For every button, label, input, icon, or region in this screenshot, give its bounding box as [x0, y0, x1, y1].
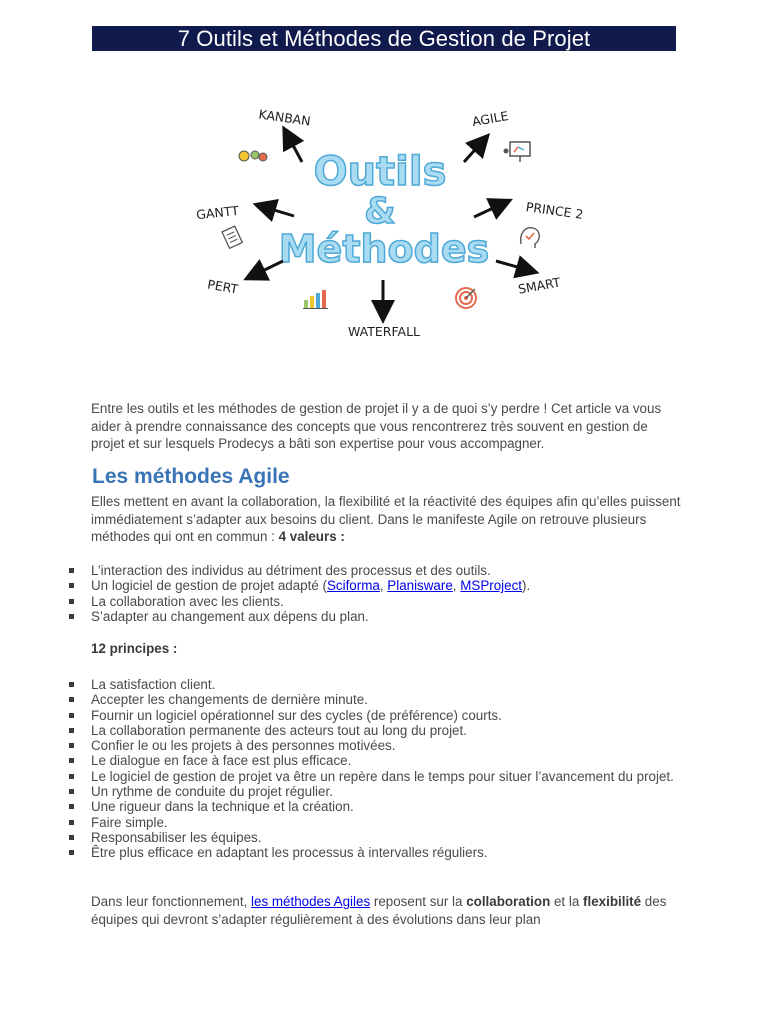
illustration-title-methodes: Méthodes — [278, 227, 490, 271]
bullet-icon — [69, 758, 74, 763]
label-prince2: PRINCE 2 — [524, 199, 585, 222]
principle-text: Fournir un logiciel opérationnel sur des cycles (de préférence) courts. — [91, 707, 502, 723]
principle-text: Le dialogue en face à face est plus efficace. — [91, 753, 352, 769]
principles-list — [68, 677, 680, 861]
bullet-icon — [69, 850, 74, 855]
arrow-prince2 — [474, 204, 502, 217]
closing-text: Dans leur fonctionnement, — [91, 894, 252, 909]
tools-methods-illustration — [180, 90, 600, 360]
list-item — [68, 799, 680, 814]
illustration-title-outils: Outils — [313, 149, 447, 195]
closing-paragraph — [91, 893, 681, 928]
list-item — [68, 723, 680, 738]
sciforma-link[interactable]: Sciforma — [326, 578, 380, 594]
agile-methods-link[interactable]: les méthodes Agiles — [251, 894, 371, 909]
separator: , — [379, 578, 388, 594]
principle-text: Une rigueur dans la technique et la création. — [91, 799, 354, 815]
label-kanban: KANBAN — [257, 106, 312, 129]
principle-text: La collaboration permanente des acteurs tout au long du projet. — [91, 722, 467, 738]
list-item — [68, 677, 680, 692]
list-item — [68, 738, 680, 753]
list-item — [68, 753, 680, 768]
closing-text: des équipes qui devront s’adapter régulièrement à des évolutions dans leur plan — [91, 894, 667, 927]
collaboration-bold: collaboration — [466, 894, 551, 909]
list-item — [68, 815, 680, 830]
principle-text: Être plus efficace en adaptant les processus à intervalles réguliers. — [91, 845, 488, 861]
principle-text: Accepter les changements de dernière minute. — [91, 692, 368, 708]
msproject-link[interactable]: MSProject — [460, 578, 522, 594]
value-suffix: ). — [522, 578, 531, 594]
bullet-icon — [69, 774, 74, 779]
agile-intro-paragraph — [91, 493, 681, 546]
bullet-icon — [69, 682, 74, 687]
arrow-kanban — [288, 136, 302, 162]
label-pert: PERT — [206, 276, 240, 297]
value-text: L’interaction des individus au détriment des processus et des outils. — [91, 563, 491, 578]
bullet-icon — [69, 835, 74, 840]
list-item — [68, 692, 680, 707]
list-item — [68, 578, 680, 593]
principles-label: 12 principes : — [91, 641, 178, 656]
bullet-icon — [69, 713, 74, 718]
bullet-icon — [69, 743, 74, 748]
bullet-icon — [69, 583, 74, 588]
label-gantt: GANTT — [195, 202, 240, 223]
checklist-icon — [222, 226, 242, 248]
bullet-icon — [69, 728, 74, 733]
list-item — [68, 830, 680, 845]
bullet-icon — [69, 599, 74, 604]
agile-heading: Les méthodes Agile — [92, 465, 290, 488]
principle-text: Un rythme de conduite du projet régulier. — [91, 784, 333, 800]
bullet-icon — [69, 804, 74, 809]
closing-text: reposent sur la — [370, 894, 467, 909]
bullet-icon — [69, 820, 74, 825]
separator: , — [452, 578, 461, 594]
principle-text: La satisfaction client. — [91, 677, 216, 692]
list-item — [68, 769, 680, 784]
bullet-icon — [69, 614, 74, 619]
principle-text: Responsabiliser les équipes. — [91, 829, 262, 845]
arrow-smart — [496, 261, 528, 270]
list-item — [68, 708, 680, 723]
bar-chart-icon — [303, 290, 328, 309]
page-title: 7 Outils et Méthodes de Gestion de Projet — [92, 26, 676, 51]
label-waterfall: WATERFALL — [348, 324, 420, 339]
planisware-link[interactable]: Planisware — [387, 578, 453, 594]
label-agile: AGILE — [470, 108, 510, 130]
principle-text: Le logiciel de gestion de projet va être un repère dans le temps pour situer l’avancement du projet. — [91, 768, 674, 784]
gears-bulb-icon — [239, 151, 267, 161]
principle-text: Confier le ou les projets à des personnes motivées. — [91, 738, 396, 754]
label-smart: SMART — [516, 274, 562, 297]
agile-intro-text: Elles mettent en avant la collaboration, la flexibilité et la réactivité des équipes afin qu’elles puissent immédiatement s’adapter aux besoins du client. Dans le manifeste Agile on retrouve plusieurs méthodes qui ont en commun : — [91, 494, 681, 544]
value-text: Un logiciel de gestion de projet adapté ( — [91, 578, 327, 594]
list-item — [68, 594, 680, 609]
value-text: S’adapter au changement aux dépens du plan. — [91, 608, 369, 624]
value-text: La collaboration avec les clients. — [91, 593, 284, 609]
arrow-gantt — [264, 207, 294, 216]
target-icon — [456, 288, 476, 308]
values-list — [68, 563, 680, 624]
list-item — [68, 563, 680, 578]
principle-text: Faire simple. — [91, 814, 168, 830]
bullet-icon — [69, 568, 74, 573]
list-item — [68, 784, 680, 799]
values-label: 4 valeurs : — [278, 529, 345, 544]
flexibility-bold: flexibilité — [583, 894, 642, 909]
head-check-icon — [521, 228, 540, 248]
bullet-icon — [69, 789, 74, 794]
illustration-title-ampersand: & — [364, 191, 396, 232]
list-item — [68, 609, 680, 624]
bullet-icon — [69, 697, 74, 702]
closing-text: et la — [550, 894, 584, 909]
arrow-agile — [464, 142, 482, 162]
intro-paragraph: Entre les outils et les méthodes de gestion de projet il y a de quoi s’y perdre ! Cet article va vous aider à prendre connaissance des concepts que vous rencontrerez très souvent en gestion de projet et sur lesquels Prodecys a bâti son expertise pour vous accompagner. — [91, 401, 662, 451]
presentation-icon — [504, 142, 531, 162]
list-item — [68, 845, 680, 860]
